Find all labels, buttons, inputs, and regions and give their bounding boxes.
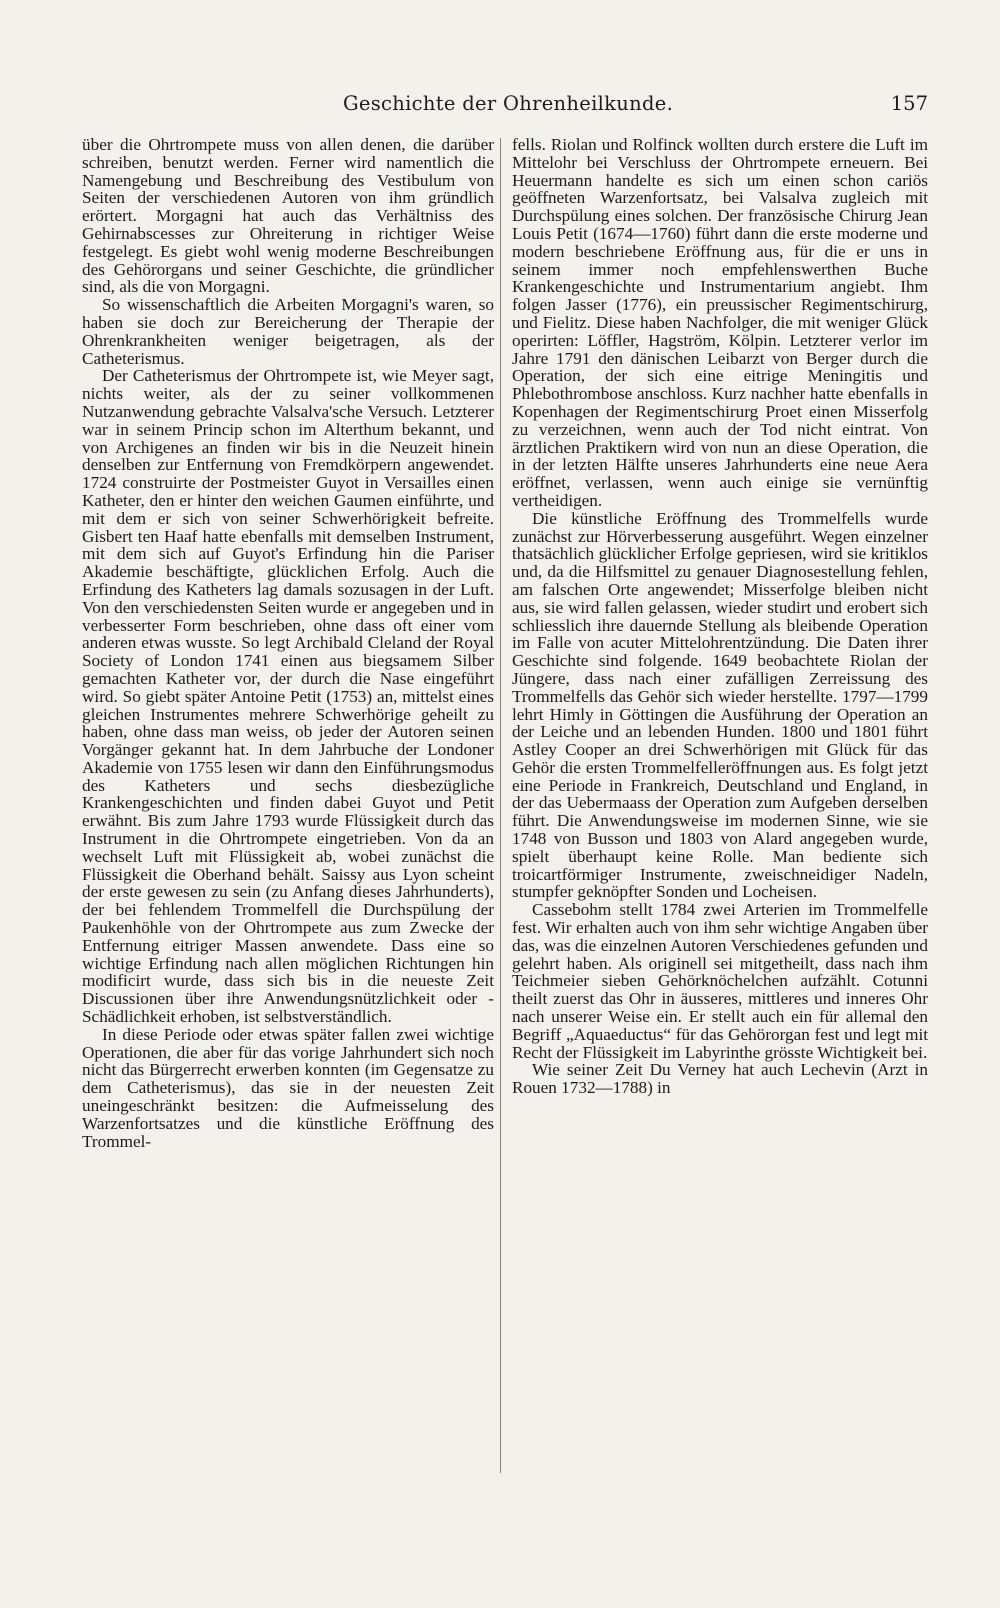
column-divider bbox=[500, 138, 501, 1473]
paragraph: über die Ohrtrompete muss von allen denen, die darüber schreiben, benutzt werden. Ferner wird namentlich die Namengebung und Beschreibung des Vestibulum von Seiten der verschiedenen Autoren von ihm gründlich erörtert. Morgagni hat auch das Verhältniss des Gehirnabscesses zur Ohreiterung in richtiger Weise festgelegt. Es giebt wohl wenig moderne Beschreibungen des Gehörorgans und seiner Geschichte, die gründlicher sind, als die von Morgagni. bbox=[82, 135, 494, 297]
paragraph: In diese Periode oder etwas später fallen zwei wichtige Operationen, die aber für das vorige Jahrhundert sich noch nicht das Bürgerrecht erwerben konnten (im Gegensatze zu dem Catheterismus), das sie in der neuesten Zeit uneingeschränkt besitzen: die Aufmeisselung des Warzenfortsatzes und die künstliche Eröffnung des Trommel- bbox=[82, 1024, 494, 1151]
paragraph: Der Catheterismus der Ohrtrompete ist, wie Meyer sagt, nichts weiter, als der zu seiner vollkommenen Nutzanwendung gebrachte Valsalva'sche Versuch. Letzterer war in seinem Princip schon im Alterthum bekannt, und von Archigenes an finden wir bis in die Neuzeit hinein denselben zur Entfernung von Fremdkörpern angewendet. 1724 construirte der Postmeister Guyot in Versailles einen Katheter, den er hinter den weichen Gaumen einführte, und mit dem er sich von seiner Schwerhörigkeit befreite. Gisbert ten Haaf hatte ebenfalls mit demselben Instrument, mit dem sich auf Guyot's Erfindung hin die Pariser Akademie beschäftigte, glücklichen Erfolg. Auch die Erfindung des Katheters lag damals sozusagen in der Luft. Von den verschiedensten Seiten wurde er angegeben und in verbesserter Form beschrieben, ohne dass oft einer vom anderen etwas wusste. So legt Archibald Cleland der Royal Society of London 1741 einen aus biegsamem Silber gemachten Katheter vor, der durch die Nase eingeführt wird. So giebt später Antoine Petit (1753) an, mittelst eines gleichen Instrumentes mehrere Schwerhörige geheilt zu haben, ohne dass man weiss, ob jeder der Autoren seinen Vorgänger gekannt hat. In dem Jahrbuche der Londoner Akademie von 1755 lesen wir dann den Einführungsmodus des Katheters und sechs diesbezügliche Krankengeschichten und finden dabei Guyot und Petit erwähnt. Bis zum Jahre 1793 wurde Flüssigkeit durch das Instrument in die Ohrtrompete eingetrieben. Von da an wechselt Luft mit Flüssigkeit ab, wobei zunächst die Flüssigkeit die Oberhand behält. Saissy aus Lyon scheint der erste gewesen zu sein (zu Anfang dieses Jahrhunderts), der bei fehlendem Trommelfell die Durchspülung der Paukenhöhle von der Ohrtrompete aus zum Zwecke der Entfernung eitriger Massen anwendete. Dass eine so wichtige Erfindung nach allen möglichen Richtungen hin modificirt wurde, dass sich bis in die neueste Zeit Discussionen über ihre Anwendungsnützlichkeit oder -Schädlichkeit erhoben, ist selbstverständlich. bbox=[82, 366, 494, 1027]
paragraph: Die künstliche Eröffnung des Trommelfells wurde zunächst zur Hörverbesserung ausgeführt. Wegen einzelner thatsächlich glücklicher Erfolge gepriesen, wird sie kritiklos und, da die Hilfsmittel zu genauer Diagnosestellung fehlen, am falschen Orte angewendet; Misserfolge bleiben nicht aus, sie wird fallen gelassen, wieder studirt und erobert sich schliesslich ihre dauernde Stellung als bleibende Operation im Falle von acuter Mittelohrentzündung. Die Daten ihrer Geschichte sind folgende. 1649 beobachtete Riolan der Jüngere, dass nach einer zufälligen Zerreissung des Trommelfells das Gehör sich wieder herstellte. 1797—1799 lehrt Himly in Göttingen die Ausführung der Operation an der Leiche und an lebenden Hunden. 1800 und 1801 führt Astley Cooper an drei Schwerhörigen mit Glück für das Gehör die ersten Trommelfelleröffnungen aus. Es folgt jetzt eine Periode in Frankreich, Deutschland und England, in der das Uebermaass der Operation zum Aufgeben derselben führt. Die Anwendungsweise im modernen Sinne, wie sie 1748 von Busson und 1803 von Alard angegeben wurde, spielt überhaupt keine Rolle. Man bediente sich troicartförmiger Instrumente, zweischneidiger Nadeln, stumpfer geknöpfter Sonden und Locheisen. bbox=[512, 508, 928, 902]
right-column bbox=[512, 136, 928, 1097]
page-number: 157 bbox=[890, 92, 928, 115]
paragraph: Cassebohm stellt 1784 zwei Arterien im Trommelfelle fest. Wir erhalten auch von ihm sehr wichtige Angaben über das, was die einzelnen Autoren Verschiedenes gefunden und gelehrt haben. Als originell sei mitgetheilt, dass nach ihm Teichmeier sieben Gehörknöchelchen aufzählt. Cotunni theilt zuerst das Ohr in äusseres, mittleres und inneres Ohr nach unserer Weise ein. Er stellt auch ein für allemal den Begriff „Aquaeductus“ für das Gehörorgan fest und legt mit Recht der Flüssigkeit im Labyrinthe grösste Wichtigkeit bei. bbox=[512, 900, 928, 1062]
paragraph: fells. Riolan und Rolfinck wollten durch erstere die Luft im Mittelohr bei Verschluss der Ohrtrompete erneuern. Bei Heuermann handelte es sich um einen schon cariös geöffneten Warzenfortsatz, bei Valsalva zugleich mit Durchspülung eines solchen. Der französische Chirurg Jean Louis Petit (1674—1760) führt dann die erste moderne und modern beschriebene Eröffnung aus, für die er uns in seinem immer noch empfehlenswerthen Buche Krankengeschichte und Instrumentarium angiebt. Ihm folgen Jasser (1776), ein preussischer Regimentschirurg, und Fielitz. Diese haben Nachfolger, die mit weniger Glück operirten: Löffler, Hagström, Kölpin. Letzterer verlor im Jahre 1791 den dänischen Leibarzt von Berger durch die Operation, der sich eine eitrige Meningitis und Phlebothrombose anschloss. Kurz nachher hatte ebenfalls in Kopenhagen der Regimentschirurg Proet einen Misserfolg zu verzeichnen, wenn auch der Tod nicht eintrat. Von ärztlichen Praktikern wird von nun an diese Operation, die in der letzten Hälfte unseres Jahrhunderts eine neue Aera eröffnet, verlassen, wenn auch einige sie vernünftig vertheidigen. bbox=[512, 135, 928, 510]
page-header bbox=[84, 92, 928, 122]
running-title: Geschichte der Ohrenheilkunde. bbox=[343, 92, 674, 115]
paragraph: So wissenschaftlich die Arbeiten Morgagni's waren, so haben sie doch zur Bereicherung der Therapie der Ohrenkrankheiten weniger beigetragen, als der Catheterismus. bbox=[82, 295, 494, 368]
left-column bbox=[82, 136, 494, 1150]
paragraph: Wie seiner Zeit Du Verney hat auch Lechevin (Arzt in Rouen 1732—1788) in bbox=[512, 1060, 928, 1098]
